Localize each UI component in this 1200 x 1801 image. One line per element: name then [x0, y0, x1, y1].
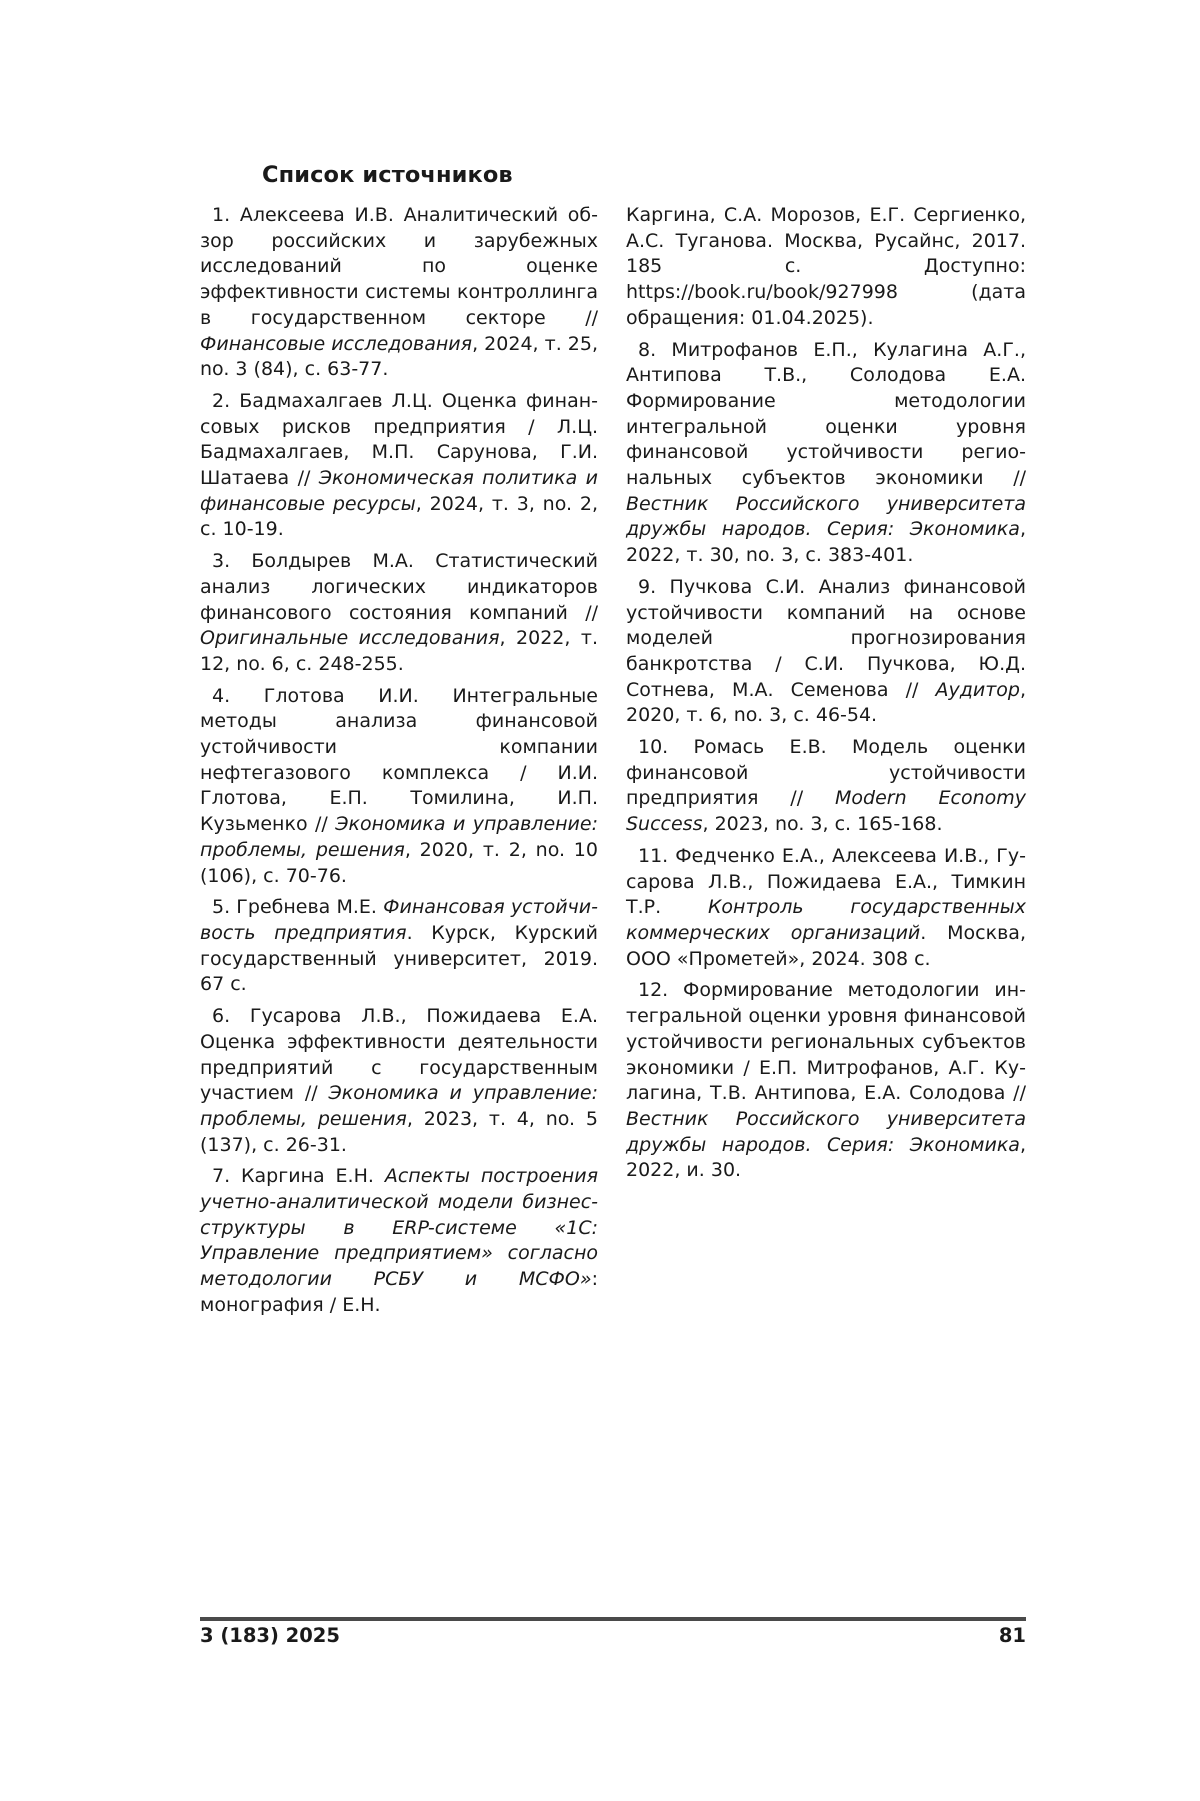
- reference-title: Экономика и управление: проблемы, решения: [200, 1082, 598, 1130]
- reference-text: , 2022, т. 12, no. 6, с. 248-255.: [200, 627, 598, 675]
- reference-text: 11. Федченко Е.А., Алексеева И.В., Гу­сарова Л.В., Пожидаева Е.А., Тимкин Т.Р.: [626, 845, 1026, 918]
- reference-text: 6. Гусарова Л.В., Пожидаева Е.А. Оцен­ка эффективности деятельности пред­приятий с государственным участием //: [200, 1005, 598, 1104]
- reference-text: 7. Каргина Е.Н.: [212, 1165, 385, 1187]
- reference-entry: [200, 1004, 598, 1158]
- reference-text: 8. Митрофанов Е.П., Кулагина А.Г., Ан­типова Т.В., Солодова Е.А. Формирова­ние методологии интегральной оценки уровня финансовой устойчивости регио­нальных субъектов экономики //: [626, 339, 1026, 490]
- reference-title: Финансовая устойчи­вость предприятия: [200, 896, 598, 944]
- reference-title: Mo­dern Economy Success: [626, 787, 1026, 835]
- reference-text: 1. Алексеева И.В. Аналитический об­зор российских и зарубежных исследо­ваний по оценке эффективности систе­мы контроллинга в государственном секторе //: [200, 204, 598, 329]
- reference-text: , 2022, т. 30, no. 3, с. 383-401.: [626, 518, 1026, 566]
- reference-text: , 2024, т. 3, no. 2, с. 10-19.: [200, 493, 598, 541]
- footer-divider: [200, 1617, 1026, 1621]
- reference-title: Контроль государственных коммерче­ских организаций: [626, 896, 1026, 944]
- reference-entry: [200, 203, 598, 383]
- reference-text: 12. Формирование методологии ин­тегральной оценки уровня финансовой устойчивости региональных субъектов экономики / Е.П. Митрофанов, А.Г. Ку­лагина, Т.В. Антипова, Е.А. Солодова //: [626, 979, 1026, 1104]
- reference-text: 5. Гребнева М.Е.: [212, 896, 383, 918]
- reference-text: 3. Болдырев М.А. Статистический ана­лиз логических индикаторов финансово­го состояния компаний //: [200, 550, 598, 623]
- reference-text: . Москва, ООО «Проме­тей», 2024. 308 с.: [626, 922, 1026, 970]
- reference-text: , 2023, no. 3, с. 165-168.: [702, 813, 942, 835]
- reference-text: 4. Глотова И.И. Интегральные методы анализа финансовой устойчивости ком­пании нефтегазового комплекса / И.И. Глотова, Е.П. Томилина, И.П. Кузьменко //: [200, 685, 598, 836]
- reference-text: , 2020, т. 2, no. 10 (106), с. 70-76.: [200, 839, 598, 887]
- issue-number: 3 (183) 2025: [200, 1624, 340, 1647]
- reference-text: : монография / Е.Н.: [200, 1268, 598, 1316]
- reference-text: , 2024, т. 25, no. 3 (84), с. 63-77.: [200, 333, 598, 381]
- reference-entry: [626, 203, 1026, 332]
- reference-text: , 2022, и. 30.: [626, 1134, 1026, 1182]
- reference-text: . Курск, Курский госу­дарственный университет, 2019. 67 с.: [200, 922, 598, 995]
- reference-text: , 2020, т. 6, no. 3, с. 46-54.: [626, 679, 1026, 727]
- reference-title: Аудитор: [935, 679, 1019, 701]
- reference-text: 9. Пучкова С.И. Анализ финансовой устойчивости компаний на основе моде­лей прогнозирования банкротства / С.И. Пучкова, Ю.Д. Сотнева, М.А. Семенова //: [626, 576, 1026, 701]
- reference-title: Экономика и управление: проблемы, решения: [200, 813, 598, 861]
- reference-text: Каргина, С.А. Морозов, Е.Г. Сергиенко, А.С. Туганова. Москва, Русайнс, 2017. 185 с. Доступно: https://book.ru/book/927998 (дата обращения: 01.04.2025).: [626, 204, 1026, 329]
- reference-title: Оригинальные исследования: [200, 627, 500, 649]
- reference-entry: [626, 844, 1026, 973]
- reference-entry: [200, 895, 598, 998]
- reference-text: 10. Ромась Е.В. Модель оценки финан­совой устойчивости предприятия //: [626, 736, 1026, 809]
- reference-title: Вестник Российского университета дружбы народов. Серия: Экономика: [626, 1108, 1026, 1156]
- reference-title: Вестник Российского университета дружбы наро­дов. Серия: Экономика: [626, 493, 1026, 541]
- reference-entry: [626, 575, 1026, 729]
- reference-entry: [626, 338, 1026, 569]
- reference-text: 2. Бадмахалгаев Л.Ц. Оценка финан­совых рисков предприятия / Л.Ц. Бадма­халгаев, М.П. Сарунова, Г.И. Шатаева //: [200, 390, 598, 489]
- reference-entry: [200, 684, 598, 890]
- reference-text: , 2023, т. 4, no. 5 (137), с. 26-31.: [200, 1108, 598, 1156]
- references-right-column: [626, 203, 1026, 1190]
- references-left-column: [200, 203, 598, 1325]
- page-number: 81: [999, 1624, 1026, 1647]
- reference-title: Финансовые исследования: [200, 333, 472, 355]
- reference-title: Аспекты построения учетно-аналитической модели бизнес­структуры в ERP-системе «1С: Управле­ние предприятием» согласно методоло­гии РСБУ и МСФО»: [200, 1165, 598, 1290]
- reference-title: Экономическая политика и финансовые ресурсы: [200, 467, 598, 515]
- section-heading: Список источников: [262, 162, 513, 188]
- reference-entry: [200, 549, 598, 678]
- reference-entry: [200, 389, 598, 543]
- reference-entry: [626, 735, 1026, 838]
- reference-entry: [200, 1164, 598, 1318]
- reference-entry: [626, 978, 1026, 1184]
